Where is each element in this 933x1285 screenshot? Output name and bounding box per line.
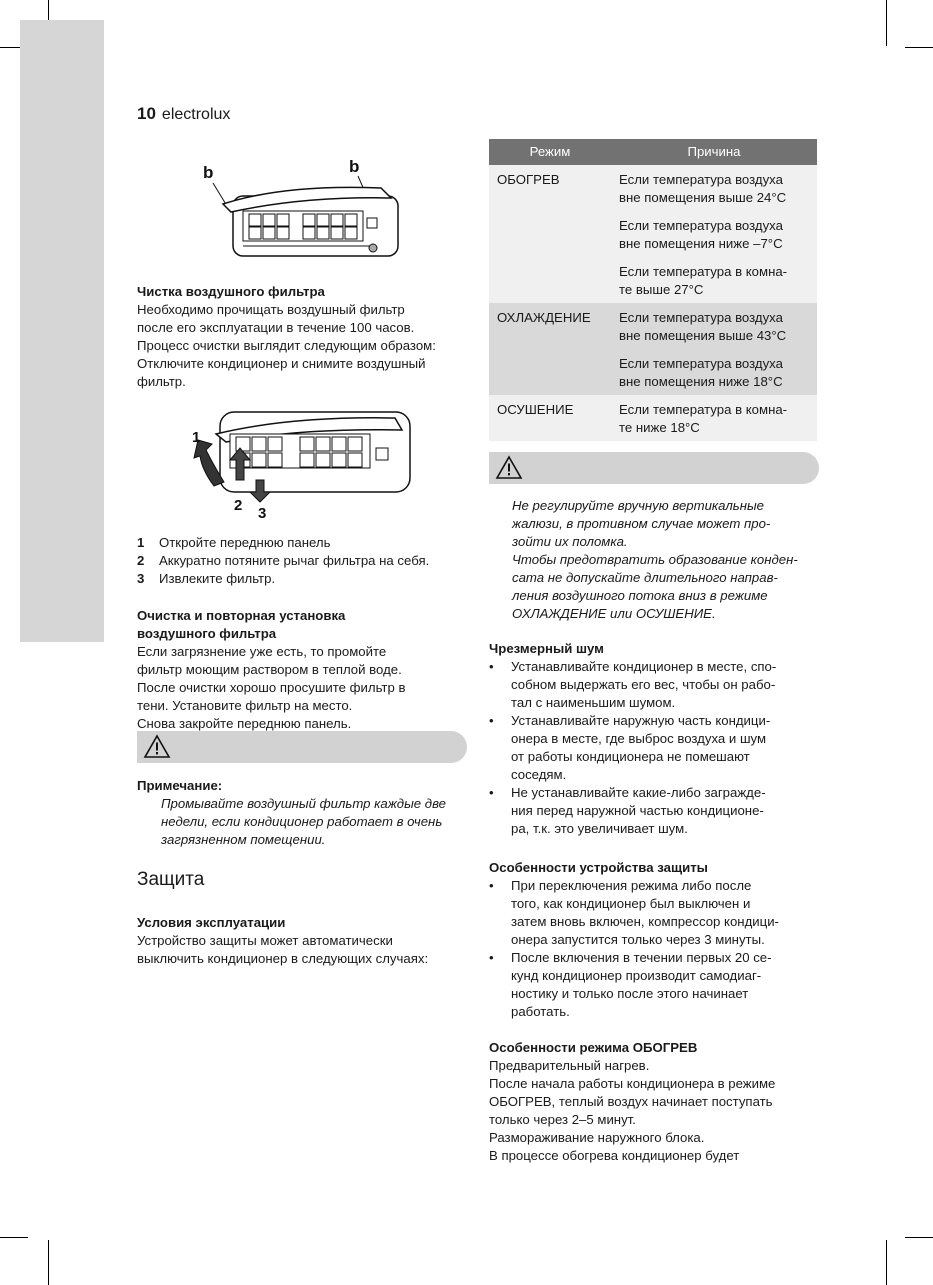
table-row	[489, 303, 817, 395]
list-item	[489, 877, 829, 949]
warning-text	[512, 497, 832, 623]
text-line: собном выдержать его вес, чтобы он рабо-	[511, 677, 776, 692]
crop-mark	[886, 0, 887, 46]
brand-name: electrolux	[161, 106, 231, 123]
text-line: вне помещения выше 43°С	[619, 328, 787, 343]
protect-features-section	[489, 859, 829, 1021]
table-row	[489, 395, 817, 441]
reinstall-title: Очистка и повторная установка	[137, 608, 346, 623]
label-b-right: b	[349, 157, 360, 176]
list-item	[489, 949, 829, 1021]
text-line: вне помещения ниже 18°С	[619, 374, 783, 389]
text-line: загрязненном помещении.	[161, 832, 326, 847]
text-line: вне помещения ниже –7°С	[619, 236, 783, 251]
table-header	[489, 139, 817, 165]
text-line: Промывайте воздушный фильтр каждые две	[161, 796, 447, 811]
side-tab	[20, 20, 104, 642]
text-line: после его эксплуатации в течение 100 часов.	[137, 320, 415, 335]
heat-mode-section	[489, 1039, 829, 1165]
text-line: фильтр моющим раствором в теплой воде.	[137, 662, 402, 677]
warning-icon	[495, 455, 523, 481]
text-line: • Устанавливайте наружную часть кондици-	[511, 713, 771, 728]
text-line: фильтр.	[137, 374, 186, 389]
list-item	[489, 658, 829, 712]
text-line: Если загрязнение уже есть, то промойте	[137, 644, 387, 659]
text-line: сата не допускайте длительного направ-	[512, 570, 778, 585]
text-line: Предварительный нагрев.	[489, 1058, 650, 1073]
table-row	[489, 165, 817, 303]
list-item	[137, 570, 477, 588]
text-line: Необходимо прочищать воздушный фильтр	[137, 302, 405, 317]
list-item	[137, 552, 477, 570]
crop-mark	[48, 1240, 49, 1285]
protection-table	[489, 139, 817, 441]
text-line: После начала работы кондиционера в режиме	[489, 1076, 776, 1091]
step-number: 3	[137, 571, 145, 586]
step-text: Откройте переднюю панель	[159, 535, 331, 550]
text-line: ностику и только после этого начинает	[511, 986, 749, 1001]
noise-section	[489, 640, 829, 838]
text-line: от работы кондиционера не помешают	[511, 749, 750, 764]
page-number: 10	[137, 104, 156, 123]
text-line: работать.	[511, 1004, 570, 1019]
text-line: тени. Установите фильтр на место.	[137, 698, 353, 713]
note-section	[137, 777, 477, 849]
step-text: Извлеките фильтр.	[159, 571, 276, 586]
reinstall-title: воздушного фильтра	[137, 626, 277, 641]
label-b-left: b	[203, 163, 214, 182]
text-line: Если температура воздуха	[619, 218, 783, 233]
label-2: 2	[234, 497, 243, 514]
text-line: Устройство защиты может автоматически	[137, 933, 393, 948]
text-line: • Устанавливайте кондиционер в месте, спо-	[511, 659, 777, 674]
protect-features-title: Особенности устройства защиты	[489, 860, 708, 875]
label-3: 3	[258, 505, 267, 522]
text-line: Размораживание наружного блока.	[489, 1130, 705, 1145]
list-item	[137, 534, 477, 552]
step-number: 2	[137, 553, 145, 568]
text-line: только через 2–5 минут.	[489, 1112, 636, 1127]
mode-cell: ОХЛАЖДЕНИЕ	[489, 303, 611, 395]
text-line: онера запустится только через 3 минуты.	[511, 932, 765, 947]
reason-cell	[611, 165, 817, 303]
text-line: В процессе обогрева кондиционер будет	[489, 1148, 740, 1163]
text-line: затем вновь включен, компрессор кондици-	[511, 914, 779, 929]
text-line: ОХЛАЖДЕНИЕ или ОСУШЕНИЕ.	[512, 606, 716, 621]
text-line: недели, если кондиционер работает в очень	[161, 814, 443, 829]
list-item	[489, 712, 829, 784]
conditions-title: Условия эксплуатации	[137, 915, 286, 930]
reason-cell	[611, 395, 817, 441]
crop-mark	[905, 47, 933, 48]
text-line: соседям.	[511, 767, 567, 782]
text-line: Отключите кондиционер и снимите воздушный	[137, 356, 426, 371]
text-line: ра, т.к. это увеличивает шум.	[511, 821, 688, 836]
text-line: выключить кондиционер в следующих случаях:	[137, 951, 429, 966]
text-line: Процесс очистки выглядит следующим образом:	[137, 338, 436, 353]
step-number: 1	[137, 535, 145, 550]
label-1: 1	[192, 429, 201, 446]
text-line: Если температура воздуха	[619, 172, 783, 187]
text-line: • Не устанавливайте какие-либо загражде-	[511, 785, 766, 800]
crop-mark	[886, 1240, 887, 1285]
list-item	[489, 784, 829, 838]
warning-bar	[137, 731, 467, 763]
text-line: жалюзи, в противном случае может про-	[512, 516, 771, 531]
page-header	[137, 104, 230, 124]
step-text: Аккуратно потяните рычаг фильтра на себя.	[159, 553, 430, 568]
text-line: онера в месте, где выброс воздуха и шум	[511, 731, 767, 746]
text-line: • После включения в течении первых 20 се-	[511, 950, 772, 965]
text-line: Чтобы предотвратить образование конден-	[512, 552, 798, 567]
figure-ac-unit-open	[195, 156, 425, 266]
steps-list	[137, 534, 477, 588]
conditions-section	[137, 914, 477, 968]
mode-cell: ОСУШЕНИЕ	[489, 395, 611, 441]
crop-mark	[0, 1237, 28, 1238]
text-line: • При переключения режима либо после	[511, 878, 752, 893]
section-heading: Защита	[137, 869, 205, 890]
column-header-reason: Причина	[611, 139, 817, 165]
text-line: Если температура в комна-	[619, 264, 788, 279]
warning-bar	[489, 452, 819, 484]
filter-clean-section	[137, 283, 472, 391]
text-line: После очистки хорошо просушите фильтр в	[137, 680, 406, 695]
text-line: тал с наименьшим шумом.	[511, 695, 676, 710]
text-line: ния перед наружной частью кондиционе-	[511, 803, 764, 818]
text-line: кунд кондиционер производит самодиаг-	[511, 968, 762, 983]
text-line: те ниже 18°С	[619, 420, 700, 435]
heat-mode-title: Особенности режима ОБОГРЕВ	[489, 1040, 698, 1055]
crop-mark	[905, 1237, 933, 1238]
text-line: те выше 27°С	[619, 282, 704, 297]
filter-clean-title: Чистка воздушного фильтра	[137, 284, 325, 299]
text-line: ОБОГРЕВ, теплый воздух начинает поступать	[489, 1094, 773, 1109]
figure-filter-removal	[190, 404, 420, 524]
text-line: ления воздушного потока вниз в режиме	[512, 588, 768, 603]
text-line: вне помещения выше 24°С	[619, 190, 787, 205]
noise-title: Чрезмерный шум	[489, 641, 604, 656]
text-line: Не регулируйте вручную вертикальные	[512, 498, 765, 513]
column-header-mode: Режим	[489, 139, 611, 165]
text-line: Если температура воздуха	[619, 310, 783, 325]
text-line: зойти их поломка.	[512, 534, 628, 549]
text-line: Если температура в комна-	[619, 402, 788, 417]
reinstall-section	[137, 607, 472, 733]
mode-cell: ОБОГРЕВ	[489, 165, 611, 303]
text-line: того, как кондиционер был выключен и	[511, 896, 751, 911]
text-line: Снова закройте переднюю панель.	[137, 716, 352, 731]
text-line: Если температура воздуха	[619, 356, 783, 371]
reason-cell	[611, 303, 817, 395]
warning-icon	[143, 734, 171, 760]
note-title: Примечание:	[137, 778, 223, 793]
